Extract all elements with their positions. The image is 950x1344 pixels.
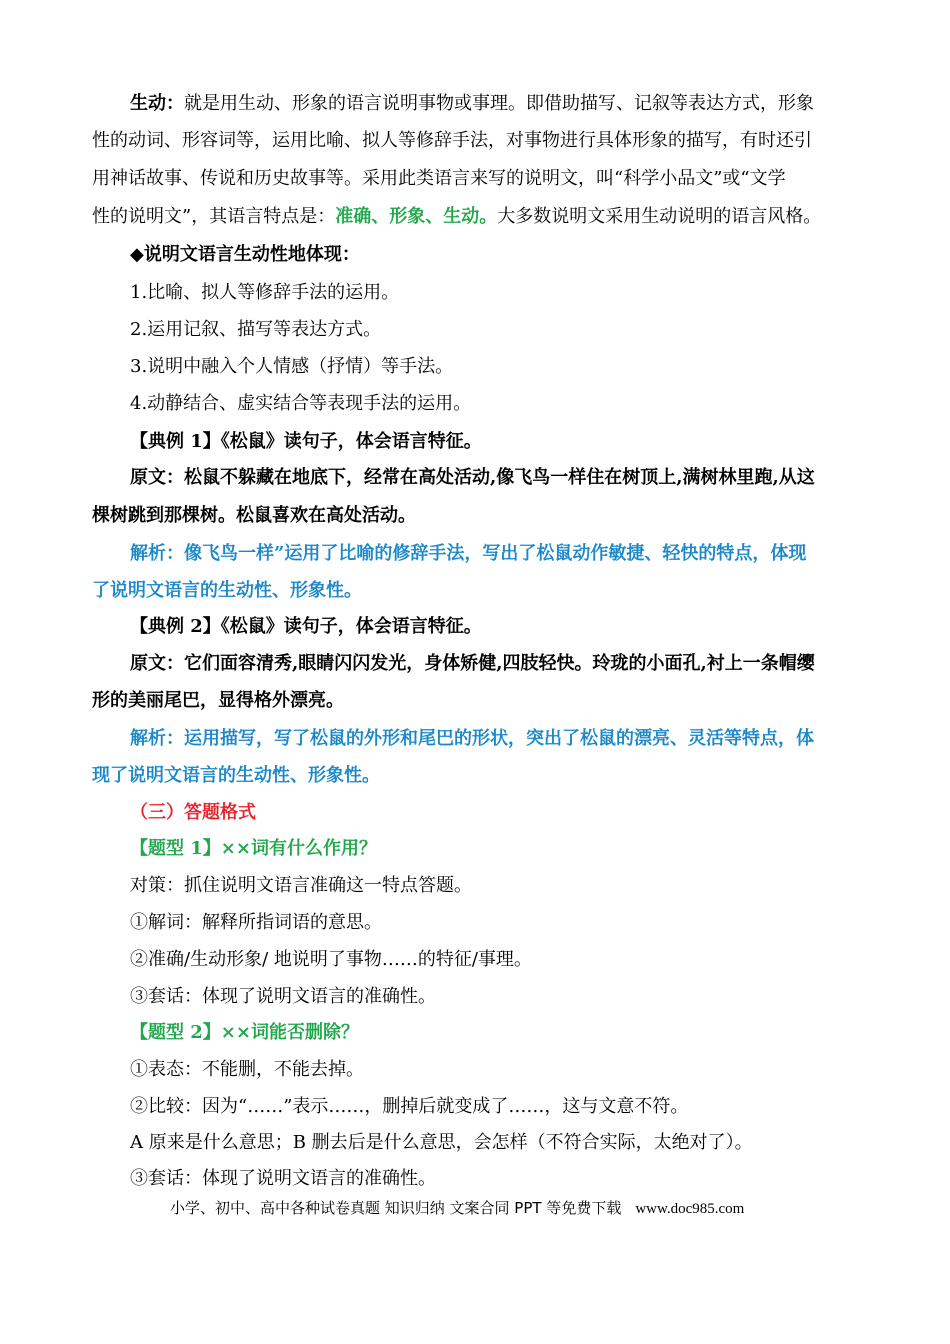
question-type-1-line: ①解词：解释所指词语的意思。	[130, 912, 382, 933]
question-type-2-line: ①表态：不能删，不能去掉。	[130, 1059, 364, 1080]
example-2-title: 【典例 2】《松鼠》读句子，体会语言特征。	[130, 616, 482, 637]
footer-text: 小学、初中、高中各种试卷真题 知识归纳 文案合同 PPT 等免费下载	[170, 1199, 622, 1217]
example-1-original-line-2: 棵树跳到那棵树。松鼠喜欢在高处活动。	[92, 505, 416, 526]
paragraph-vivid-line-3: 用神话故事、传说和历史故事等。采用此类语言来写的说明文，叫“科学小品文”或“文学	[92, 168, 786, 189]
example-2-analysis-line-2: 现了说明文语言的生动性、形象性。	[92, 765, 380, 786]
embody-heading: ◆说明文语言生动性地体现：	[130, 244, 360, 265]
question-type-2-line: A 原来是什么意思；B 删去后是什么意思，会怎样（不符合实际，太绝对了）。	[130, 1132, 753, 1153]
list-item: 1.比喻、拟人等修辞手法的运用。	[130, 282, 400, 303]
list-item: 4.动静结合、虚实结合等表现手法的运用。	[130, 393, 472, 414]
example-1-original-line-1: 原文：松鼠不躲藏在地底下，经常在高处活动,像飞鸟一样住在树顶上,满树林里跑,从这	[130, 467, 815, 488]
vivid-label: 生动：	[130, 93, 184, 114]
vivid-text: 就是用生动、形象的语言说明事物或事理。即借助描写、记叙等表达方式，形象	[184, 93, 814, 114]
paragraph-vivid-line-1	[130, 92, 862, 116]
example-1-title: 【典例 1】《松鼠》读句子，体会语言特征。	[130, 431, 482, 452]
list-item: 3.说明中融入个人情感（抒情）等手法。	[130, 356, 454, 377]
question-type-1-line: 对策：抓住说明文语言准确这一特点答题。	[130, 875, 472, 896]
list-item: 2.运用记叙、描写等表达方式。	[130, 319, 382, 340]
example-1-analysis-line-1: 解析：像飞鸟一样”运用了比喻的修辞手法，写出了松鼠动作敏捷、轻快的特点，体现	[130, 543, 807, 564]
paragraph-vivid-line-4	[92, 205, 862, 229]
question-type-2-title: 【题型 2】××词能否删除？	[130, 1022, 359, 1043]
vivid-line4-pre: 性的说明文”，其语言特点是：	[92, 206, 336, 227]
question-type-1-title: 【题型 1】××词有什么作用？	[130, 838, 377, 859]
vivid-line4-post: 大多数说明文采用生动说明的语言风格。	[497, 206, 822, 227]
example-1-analysis-line-2: 了说明文语言的生动性、形象性。	[92, 580, 362, 601]
footer-link[interactable]: www.doc985.com	[635, 1201, 745, 1217]
question-type-2-line: ②比较：因为“……”表示……，删掉后就变成了……，这与文意不符。	[130, 1096, 689, 1117]
example-2-analysis-line-1: 解析：运用描写，写了松鼠的外形和尾巴的形状，突出了松鼠的漂亮、灵活等特点，体	[130, 728, 814, 749]
vivid-highlight: 准确、形象、生动。	[335, 206, 498, 227]
paragraph-vivid-line-2: 性的动词、形容词等，运用比喻、拟人等修辞手法，对事物进行具体形象的描写，有时还引	[92, 130, 812, 151]
section-answer-format-heading: （三）答题格式	[130, 802, 256, 823]
page-footer	[170, 1198, 810, 1219]
question-type-1-line: ③套话：体现了说明文语言的准确性。	[130, 986, 436, 1007]
example-2-original-line-1: 原文：它们面容清秀,眼睛闪闪发光，身体矫健,四肢轻快。玲珑的小面孔,衬上一条帽缨	[130, 653, 815, 674]
question-type-2-line: ③套话：体现了说明文语言的准确性。	[130, 1168, 436, 1189]
question-type-1-line: ②准确/生动形象/ 地说明了事物……的特征/事理。	[130, 949, 532, 970]
example-2-original-line-2: 形的美丽尾巴，显得格外漂亮。	[92, 690, 344, 711]
